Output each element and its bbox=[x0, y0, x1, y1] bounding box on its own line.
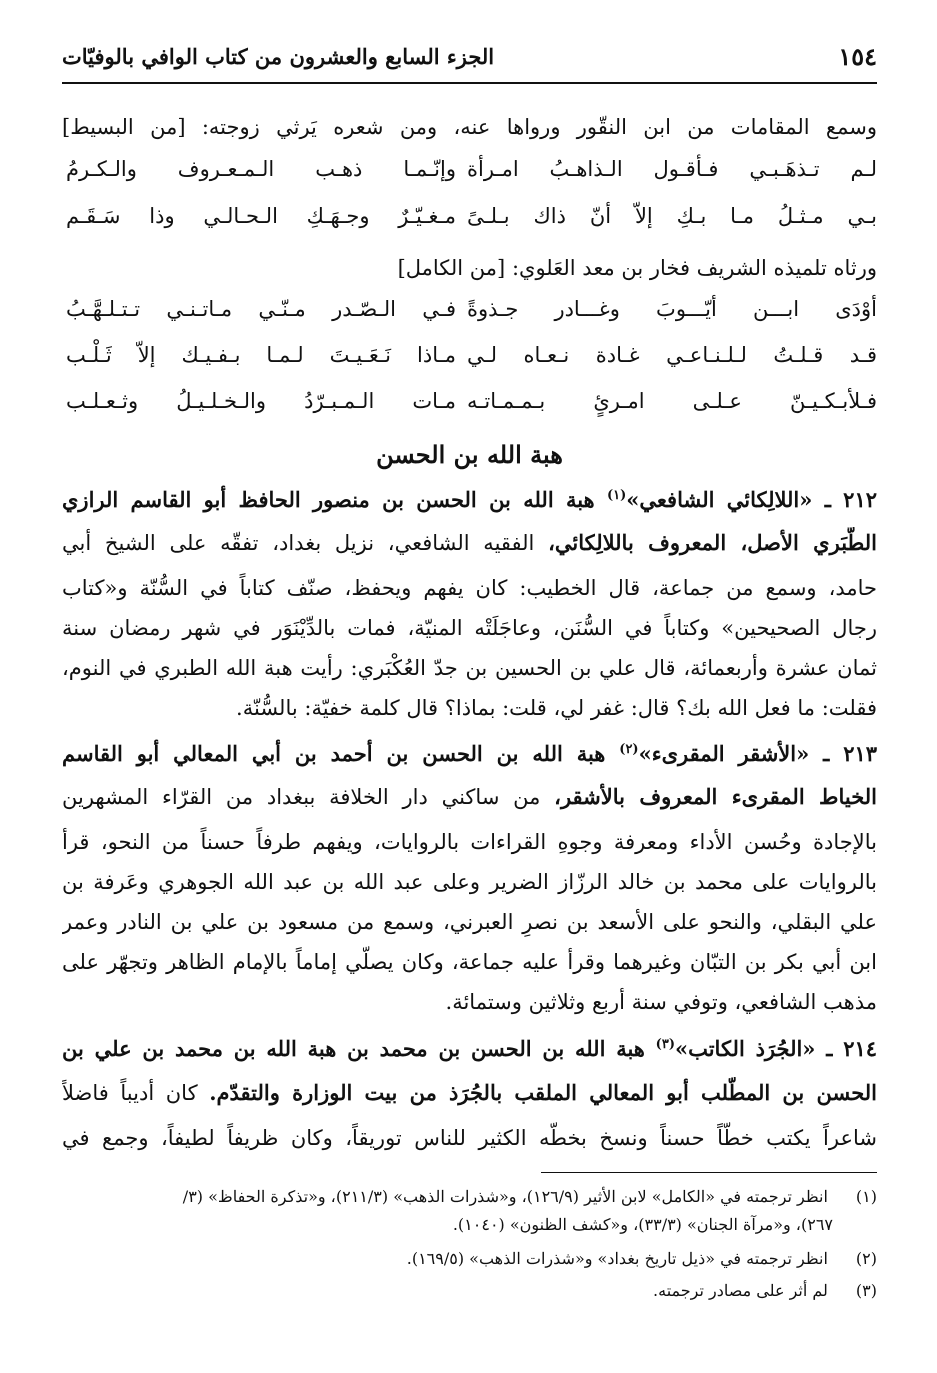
entry-214-number: ٢١٤ ـ bbox=[826, 1036, 877, 1061]
verse-2-second-hemistich: مـغـيّـرٌ وجـهَـكِ الـحـالـي وذا سَـقَـم bbox=[66, 204, 456, 228]
verse-1-second-hemistich: وإنّـمـا ذهـب الـمـعـروف والـكـرمُ bbox=[66, 157, 456, 181]
entry-213-footnote-ref: (٢) bbox=[619, 742, 639, 757]
verse-1-first-hemistich: لـم تـذهَـبـي فـأقـول الـذاهـبُ امـرأة bbox=[467, 157, 877, 181]
entry-213-number: ٢١٣ ـ bbox=[823, 741, 877, 766]
entry-212-line-1 bbox=[62, 484, 877, 516]
entry-213-nisba: الخياط المقرىء المعروف بالأشقر، bbox=[554, 784, 877, 809]
footnote-2-text: انظر ترجمته في «ذيل تاريخ بغداد» و«شذرات الذهب» (١٦٩/٥). bbox=[406, 1249, 828, 1268]
footnote-1-number: (١) bbox=[855, 1187, 877, 1206]
entry-212-nisba: الطَّبَري الأصل، المعروف باللالِكائي، bbox=[548, 530, 877, 555]
verse-4-first-hemistich: قـد قـلـتُ لـلـنـاعـي غـادة نـعـاه لـي bbox=[467, 343, 877, 367]
elegy-intro-text: ورثاه تلميذه الشريف فخار بن معد العَلوي: bbox=[511, 256, 877, 280]
entry-214-line-3: شاعراً يكتب خطّاً حسناً ونسخ بخطّه الكثير للناس توريقاً، وكان ظريفاً لطيفاً، وجمع في bbox=[62, 1126, 877, 1150]
entry-212-line-3: حامد، وسمع من جماعة، قال الخطيب: كان يفهم ويحفظ، صنّف كتاباً في السُّنّة و«كتاب bbox=[62, 576, 877, 600]
entry-213-line-3: بالإجادة وحُسن الأداء ومعرفة وجوهِ القراءات بالروايات، ويفهم طرفاً حسناً من النحو، قرأ bbox=[62, 830, 877, 854]
entry-213-line-6: ابن أبي بكر بن التبّان وغيرهما وقرأ عليه جماعة، وكان يصلّي إماماً بالإمام الظاهر وتجهّر على bbox=[62, 950, 877, 974]
header-rule bbox=[62, 82, 877, 84]
verse-1 bbox=[62, 152, 877, 186]
verse-5-second-hemistich: مـات الـمـبـرّدُ والـخـلـيـلُ وثـعـلـب bbox=[66, 389, 456, 413]
footnote-2-number: (٢) bbox=[855, 1249, 877, 1268]
entry-212-line-6: فقلت: ما فعل الله بك؟ قال: غفر لي، قلت: بماذا؟ قال كلمة خفيّة: بالسُّنّة. bbox=[236, 696, 877, 720]
entry-212-line-4: رجال الصحيحين» وكتاباً في السُّنَن، وعاجَلَتْه المنيّة، فمات بالدِّيْنَوَر في شهر رمضان سنة bbox=[62, 616, 877, 640]
footnote-1-text: انظر ترجمته في «الكامل» لابن الأثير (١٢٦/٩)، و«شذرات الذهب» (٢١١/٣)، و«تذكرة الحفاظ» (٣/ bbox=[182, 1187, 828, 1206]
verse-2 bbox=[62, 199, 877, 233]
entry-214-line-2: الحسن بن المطّلب أبو المعالي الملقب بالجُرَذ من بيت الوزارة والتقدّم. كان أديباً فاضلاً bbox=[62, 1080, 877, 1105]
running-title: الجزء السابع والعشرون من كتاب الوافي بالوفيّات bbox=[62, 44, 495, 69]
entry-214-line-1 bbox=[62, 1033, 877, 1065]
footnote-2 bbox=[62, 1246, 877, 1272]
footnote-1-line-2: ٢٦٧)، و«مرآة الجنان» (٣٣/٣)، و«كشف الظنون» (١٠٤٠). bbox=[452, 1215, 833, 1234]
verse-5 bbox=[62, 384, 877, 418]
entry-214-nisba: الحسن بن المطّلب أبو المعالي الملقب بالجُرَذ من بيت الوزارة والتقدّم. bbox=[209, 1080, 877, 1105]
page-header bbox=[62, 34, 877, 84]
entry-214-footnote-ref: (٣) bbox=[655, 1037, 675, 1052]
entry-213-line-7: مذهب الشافعي، وتوفي سنة أربع وثلاثين وستمائة. bbox=[445, 990, 877, 1014]
entry-213-name: هبة الله بن الحسن بن أحمد بن أبي المعالي أبو القاسم bbox=[62, 741, 606, 766]
verse-4-second-hemistich: مـاذا نَـعَـيـتَ لـمـا بـفـيـك إلاّ ثَـلْـب bbox=[66, 343, 456, 367]
page-number: ١٥٤ bbox=[838, 42, 877, 71]
elegy-intro-line bbox=[300, 252, 877, 284]
verse-3 bbox=[62, 292, 877, 326]
section-heading: هبة الله بن الحسن bbox=[376, 440, 563, 469]
verse-2-first-hemistich: بـي مـثـلُ مـا بـكِ إلاّ أنّ ذاك بـلـىً bbox=[467, 204, 877, 228]
entry-213-line-4: بالروايات على محمد بن خالد الرزّاز الضرير وعلى عبد الله بن عبد الله الجوهري وعَرفة بن bbox=[62, 870, 877, 894]
entry-213-laqab: «الأشقر المقرىء» bbox=[638, 741, 810, 766]
entry-212-number: ٢١٢ ـ bbox=[824, 487, 877, 512]
entry-212-laqab: «اللالِكائي الشافعي» bbox=[626, 487, 813, 512]
entry-212-name: هبة الله بن الحسن بن منصور الحافظ أبو القاسم الرازي bbox=[62, 487, 595, 512]
intro-line bbox=[62, 111, 877, 143]
verse-5-first-hemistich: فـلأبـكـيـنّ عـلـى امـرئٍ بـمـمـاتـه bbox=[467, 389, 877, 413]
entry-213-line-5: علي البقلي، والنحو على الأسعد بن نصرِ العبرني، وسمع من مسعود بن علي بن النادر وعمر bbox=[62, 910, 877, 934]
entry-213-line-1 bbox=[62, 738, 877, 770]
verse-3-second-hemistich: فـي الـصّـدر مـنّـي مـاتـنـي تـتـلـهَّـبُ bbox=[66, 297, 456, 321]
verse-4 bbox=[62, 338, 877, 372]
footnote-3-text: لم أثر على مصادر ترجمته. bbox=[653, 1281, 828, 1300]
elegy-intro-meter: [من الكامل] bbox=[397, 256, 506, 280]
footnote-3-number: (٣) bbox=[855, 1281, 877, 1300]
entry-212-line-2: الطَّبَري الأصل، المعروف باللالِكائي، الفقيه الشافعي، نزيل بغداد، تفقّه على الشيخ أبي bbox=[62, 530, 877, 555]
entry-212-line-5: ثمان عشرة وأربعمائة، قال علي بن الحسين بن جدّ العُكْبَري: رأيت هبة الله الطبري في النوم، bbox=[62, 656, 877, 680]
entry-214-laqab: «الجُرَذ الكاتب» bbox=[674, 1036, 816, 1061]
footnote-3 bbox=[62, 1278, 877, 1304]
entry-212-footnote-ref: (١) bbox=[606, 488, 627, 503]
verse-3-first-hemistich: أوْدَى ابـــن أيّـــوبَ وغـــادر جـذوةً bbox=[467, 297, 877, 321]
entry-214-name: هبة الله بن الحسن بن محمد بن هبة الله بن محمد بن علي بن bbox=[62, 1036, 645, 1061]
intro-text: وسمع المقامات من ابن النقّور ورواها عنه، ومن شعره يَرثي زوجته: bbox=[201, 115, 877, 139]
footnote-1-line-1 bbox=[62, 1184, 877, 1210]
footnote-rule bbox=[541, 1172, 877, 1173]
intro-meter: [من البسيط] bbox=[62, 115, 186, 139]
entry-213-line-2: الخياط المقرىء المعروف بالأشقر، من ساكني دار الخلافة ببغداد من القرّاء المشهرين bbox=[62, 784, 877, 809]
